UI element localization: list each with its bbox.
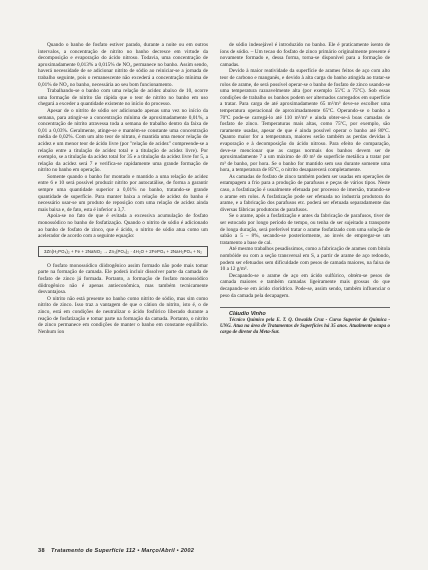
- author-divider: [220, 307, 390, 308]
- paragraph: Se o arame, após a fosfatização e antes da fabricação de parafusos, tiver de ser estocado por longo período de tempo, ou tenha de ser sujeitado a transporte de longa duração, será preferível tratar o arame fosfatizado com uma solução de sabão a 5 – 8%, secando-se posteriormente, ao invés de empregar-se um tratamento a base de cal.: [220, 213, 390, 246]
- paragraph: Somente quando o banho for montado e mantido a uma relação de acidez entre 6 e 10 será possível produzir nitrito por autocatálise, de forma a garantir sempre uma quantidade superior a 0,01% no banho, tratando-se grande quantidade de superfície. Para manter baixa a relação de acidez do banho é necessário usar-se um produto de reposição com uma relação de acidez ainda mais baixa e, de fato, esta é inferior a 3,7.: [38, 173, 208, 213]
- author-name: Cláudio Vinho: [229, 311, 266, 318]
- paragraph: de sódio indesejável é introduzido no banho. Ele é praticamente isento de íons de sódio. – Um tecao do fosfato de zinco primário originalmente presente é novamente formado e, dessa forma, torna-se disponível para a formação de camadas.: [220, 42, 390, 68]
- paragraph: O fosfato monossódico diidrogênico assim formado não pode mais tomar parte na formação de camada. Ele poderá incluir dissolver parte da camada de fosfato de zinco já formada. Portanto, a formação de fosfato monossódico diidrogênico não é apenas antieconômica, mas também tecnicamente desvantajosa.: [38, 262, 208, 296]
- right-column: [220, 42, 390, 336]
- paragraph: Apoia-se no fato de que é evitada a excessiva acumulação de fosfato monossódico no banho de fosfatização. Quando o nitrito de sódio é adicionado ao banho de fosfato de zinco, que é ácido, o nitrito de sódio atua como um acelerador de acordo com a seguinte equação:: [38, 213, 208, 240]
- paragraph: As camadas de fosfato de zinco também podem ser usadas em operações de estampagem a frio para a produção de parafusos e peças de vários tipos. Neste caso, a fosfatização é usualmente efetuada por processo de imersão, tratando-se o arame em rolos. A fosfatização pode ser efetuada no industria produtora do arame, e a fabricação dos parafusos etc. poderá ser efetuada separadamente das diversas fábricas produtoras de parafusos.: [220, 173, 390, 213]
- paragraph: Até mesmo trabalhos pesadíssimos, como a fabricação de arames com bitola nombóide ou com a seção transversal em S, a partir de arame de aço redondo, podem ser efetuados sem dificuldade com pesos de camada maiores, na faixa de 10 a 12 g/m².: [220, 246, 390, 273]
- paragraph: O nitrito não está presente no banho como nitrito de sódio, mas sim como nitrito de zinco. Isso traz a vantagem de que o cátion do nitrito, isto é, o de zinco, está em condições de neutralizar o ácido fosfórico liberado durante a reação de fosfatização e tomar parte na formação da camada. Portanto, o nitrito de zinco permanece em condições de manter o banho em constante equilíbrio. Nenhum íon: [38, 295, 208, 335]
- page-number: 38: [38, 548, 46, 554]
- author-bio: Técnico Químico pela E. T. Q. Oswaldo Cruz - Curso Superior de Química - UNG. Atua na área de Tratamentos de Superfícies há 35 anos. Atualmente ocupa o cargo de diretor da Meta-Sur.: [220, 318, 390, 336]
- chemical-equation-box: 3Zn(H₂PO₄)₂ + Fe + 2NaNO₂ → Zn₃(PO₄)₂ · 4H₂O + 2FePO₄ + 2NaH₂PO₄ + N₂: [38, 246, 208, 257]
- paragraph: Trabalhando-se o banho com uma relação de acidez abaixo de 10, ocorre uma formação de nitrito tão rápida que o teor de nitrito no banho em uso chegará a exceder a quantidade existente no início do processo.: [38, 88, 208, 108]
- paragraph: Apesar de o nitrito de sódio ser adicionado apenas uma vez no início da semana, para atingir-se a concentração mínima de aproximadamente 0,01%, a concentração de nitrito atravessa toda a semana de trabalho dentro da faixa de 0,01 a 0,03%. Geralmente, atinge-se e mantém-se constante uma concentração média de 0,02%. Com um alto teor de nitrato, é mantida uma menor relação de acidez e um menor teor de ácido livre (por "relação de acidez" compreende-se a relação entre a titulação de acidez total e a titulação de acidez livre). Por exemplo, se a titulação da acidez total for 35 e a titulação da acidez livre for 5, a relação da acidez será 7 e verifica-se rapidamente uma grande formação de nitrito no banho em operação.: [38, 107, 208, 174]
- paragraph: Devido à maior reatividade da superfície de arames feitos de aço com alto teor de carbono e manganês, e devido à alta carga do banho atingida ao tratar-se rolos de arame, de será possível operar-se o banho de fosfato de zinco usando-se uma temperatura razoavelmente alta (por exemplo 55ºC a 75ºC). Sob essas condições de trabalho os banhos podem ser alternados carregados em superfície a tratar. Para carga de até aproximadamente 65 m²/m³ deve-se escolher uma temperatura operacional de aproximadamente 65ºC. Operando-se o banho a 70ºC pode-se carregá-lo até 110 m²/m³ e ainda obter-se-á boas camadas de fosfato de zinco. Temperaturas mais altas, como 75ºC, por exemplo, são raramente usadas, apesar de que é ainda possível operar o banho até 80ºC. Quanto maior for a temperatura, maiores serão também as perdas devidas à evaporação e à decomposição do ácido nitroso. Para efeito de comparação, deve-se mencionar que as cargas normais dos banhos devem ser de aproximadamente 7 a um máximo de 40 m² de superfície metálica a tratar por m³ de banho, por hora. Se o banho for mantido sem uso durante somente uma hora, a temperatura de 85ºC, o nitrito desaparecerá completamente.: [220, 68, 390, 174]
- paragraph: Decapando-se o arame de aço em ácido sulfúrico, obtém-se pesos de camada maiores e também camadas ligeiramente mais grossas do que decapando-se em ácido clorídrico. Pode-se, assim sendo, também influenciar o peso da camada pela decapagem.: [220, 272, 390, 299]
- page-footer: [38, 548, 390, 554]
- publication-info: Tratamento de Superfície 112 • Março/Abril • 2002: [51, 548, 195, 554]
- paragraph: Quando o banho de fosfato estiver parado, durante a noite ou em outros intervalos, a concentração de nitrito no banho decresce em virtude da decomposição e evaporação do ácido nitroso. Todavia, uma concentração de aproximadamente 0,013% a 0,015% de NO₂ permanece no banho. Assim sendo, haverá necessidade de se adicionar nitrito de sódio ao reiniciar-se a jornada de trabalho seguinte, pois o remanescente não excederá a concentração mínima de 0,01% de NO₂ no banho, necessária ao seu bom funcionamento.: [38, 42, 208, 88]
- left-column: [38, 42, 208, 335]
